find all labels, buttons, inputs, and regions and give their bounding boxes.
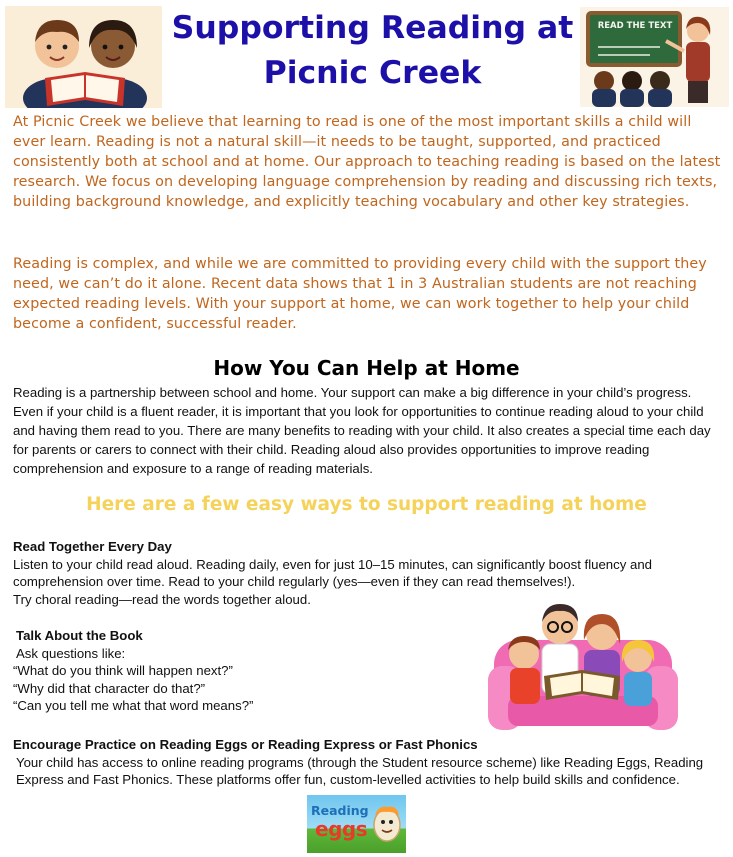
read-together-title: Read Together Every Day <box>13 539 172 554</box>
talk-question-2: “Why did that character do that?” <box>13 680 206 696</box>
talk-question-3: “Can you tell me what that word means?” <box>13 698 254 713</box>
practice-text: Your child has access to online reading programs (through the Student resource scheme) like Reading Eggs, Reading Express and Fast Phonics. These platforms offer fun, custom-levelled activities to help build skills and confidence. <box>16 754 704 787</box>
help-heading: How You Can Help at Home <box>213 356 520 380</box>
logo-word-reading: Reading <box>311 803 369 818</box>
talk-intro: Ask questions like: <box>16 645 126 661</box>
reading-eggs-logo <box>307 795 406 853</box>
intro-paragraph-2: Reading is complex, and while we are committed to providing every child with the support they need, we can’t do it alone. Recent data shows that 1 in 3 Australian students are not reaching expected reading levels. With your support at home, we can work together to help your child become a confident, successful reader. <box>13 256 707 332</box>
ways-heading: Here are a few easy ways to support reading at home <box>86 494 647 515</box>
read-together-choral: Try choral reading—read the words together aloud. <box>13 591 311 607</box>
page-title <box>150 6 595 96</box>
kids-reading-illustration <box>5 6 162 108</box>
intro-paragraph-1: At Picnic Creek we believe that learning to read is one of the most important skills a child will ever learn. Reading is not a natural skill—it needs to be taught, supported, and practiced consistently both at school and at home. Our approach to teaching reading is based on the latest research. We focus on developing language comprehension by reading and discussing rich texts, building background knowledge, and explicitly teaching vocabulary and other key strategies. <box>13 114 721 210</box>
practice-section <box>13 736 721 789</box>
classroom-illustration <box>580 7 729 107</box>
board-text: READ THE TEXT <box>597 21 673 31</box>
family-reading-illustration <box>488 596 678 738</box>
help-paragraph: Reading is a partnership between school and home. Your support can make a big difference in your child’s progress. Even if your child is a fluent reader, it is important that you look for opportunities to continue reading aloud to your child and having them read to you. There are many benefits to reading with your child. It also creates a special time each day for parents or carers to connect with their child. Reading aloud also provides opportunities to improve reading comprehension and exposure to a range of reading materials. <box>13 385 711 476</box>
talk-question-1: “What do you think will happen next?” <box>13 663 233 678</box>
logo-word-eggs: eggs <box>315 817 368 841</box>
page-title-line1: Supporting Reading at <box>171 10 574 46</box>
talk-section <box>13 627 473 715</box>
read-together-text: Listen to your child read aloud. Reading daily, even for just 10–15 minutes, can significantly boost fluency and comprehension over time. Read to your child regularly (yes—even if they can read themselves!). <box>13 556 653 589</box>
page-title-line2: Picnic Creek <box>263 55 482 91</box>
talk-title: Talk About the Book <box>16 628 143 643</box>
practice-title: Encourage Practice on Reading Eggs or Reading Express or Fast Phonics <box>13 737 478 752</box>
